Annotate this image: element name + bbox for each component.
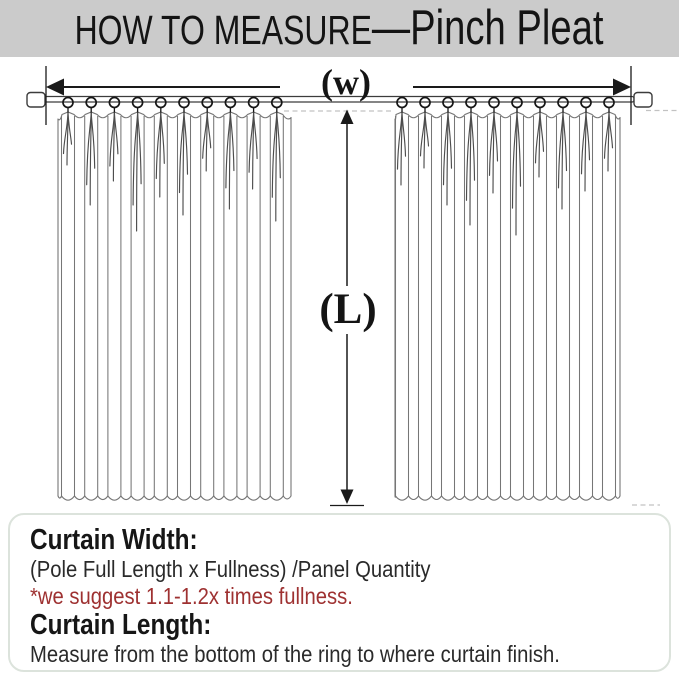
curtain-width-heading: Curtain Width: (30, 524, 198, 556)
curtain-length-heading: Curtain Length: (30, 609, 212, 641)
header-bar (0, 0, 679, 57)
rod-finial-left (27, 93, 45, 108)
fullness-note: *we suggest 1.1-1.2x times fullness. (30, 583, 353, 609)
curtain-width-formula: (Pole Full Length x Fullness) /Panel Quantity (30, 556, 431, 582)
length-label: (L) (319, 286, 377, 333)
info-box (8, 513, 671, 672)
curtain-panel-right (395, 98, 620, 501)
page-title (75, 1, 604, 55)
curtain-panel-left (58, 98, 291, 501)
title-how-to-measure: HOW TO MEASURE (75, 7, 373, 53)
rod-finial-right (634, 93, 652, 108)
title-pinch-pleat: —Pinch Pleat (372, 1, 604, 55)
curtain-length-description: Measure from the bottom of the ring to where curtain finish. (30, 641, 560, 667)
curtain-diagram (0, 57, 679, 513)
width-label: (w) (321, 62, 371, 102)
